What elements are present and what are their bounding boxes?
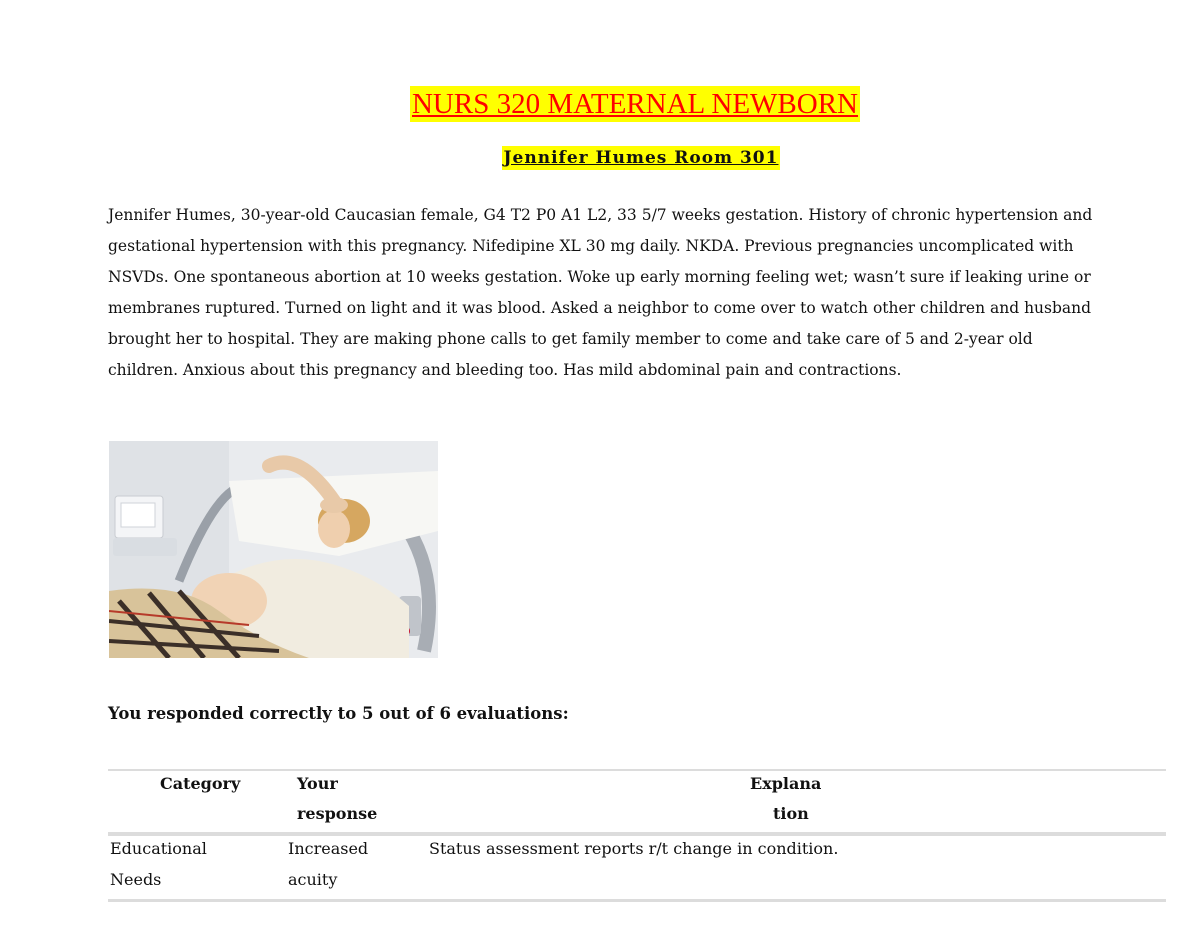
header-explanation-line1: Explana	[750, 774, 822, 793]
table-bottom-border	[108, 899, 1166, 902]
row-response-line2: acuity	[288, 870, 338, 889]
header-explanation-line2: tion	[773, 804, 809, 823]
patient-history-paragraph: Jennifer Humes, 30-year-old Caucasian female, G4 T2 P0 A1 L2, 33 5/7 weeks gestation. History of chronic hypertension and gestational hypertension with this pregnancy. Nifedipine XL 30 mg daily. NKDA. Previous pregnancies uncomplicated with NSVDs. One spontaneous abortion at 10 weeks gestation. Woke up early morning feeling wet; wasn’t sure if leaking urine or membranes ruptured. Turned on light and it was blood. Asked a neighbor to come over to watch other children and husband brought her to hospital. They are making phone calls to get family member to come and take care of 5 and 2-year old children. Anxious about this pregnancy and bleeding too. Has mild abdominal pain and contractions.	[108, 206, 1093, 379]
header-category: Category	[160, 774, 241, 793]
patient-photo	[109, 441, 438, 658]
title-container	[0, 86, 1200, 122]
table-top-border	[108, 769, 1166, 771]
header-response-line1: Your	[297, 774, 338, 793]
row-category-line2: Needs	[110, 870, 162, 889]
patient-room-heading: Jennifer Humes Room 301	[503, 148, 779, 168]
header-response-line2: response	[297, 804, 378, 823]
row-response-line1: Increased	[288, 839, 369, 858]
row-category-line1: Educational	[110, 839, 207, 858]
page-title: NURS 320 MATERNAL NEWBORN	[411, 88, 859, 120]
evaluation-result-heading: You responded correctly to 5 out of 6 evaluations:	[108, 704, 569, 723]
subtitle-container	[0, 146, 1200, 170]
row-explanation: Status assessment reports r/t change in condition.	[429, 839, 839, 858]
